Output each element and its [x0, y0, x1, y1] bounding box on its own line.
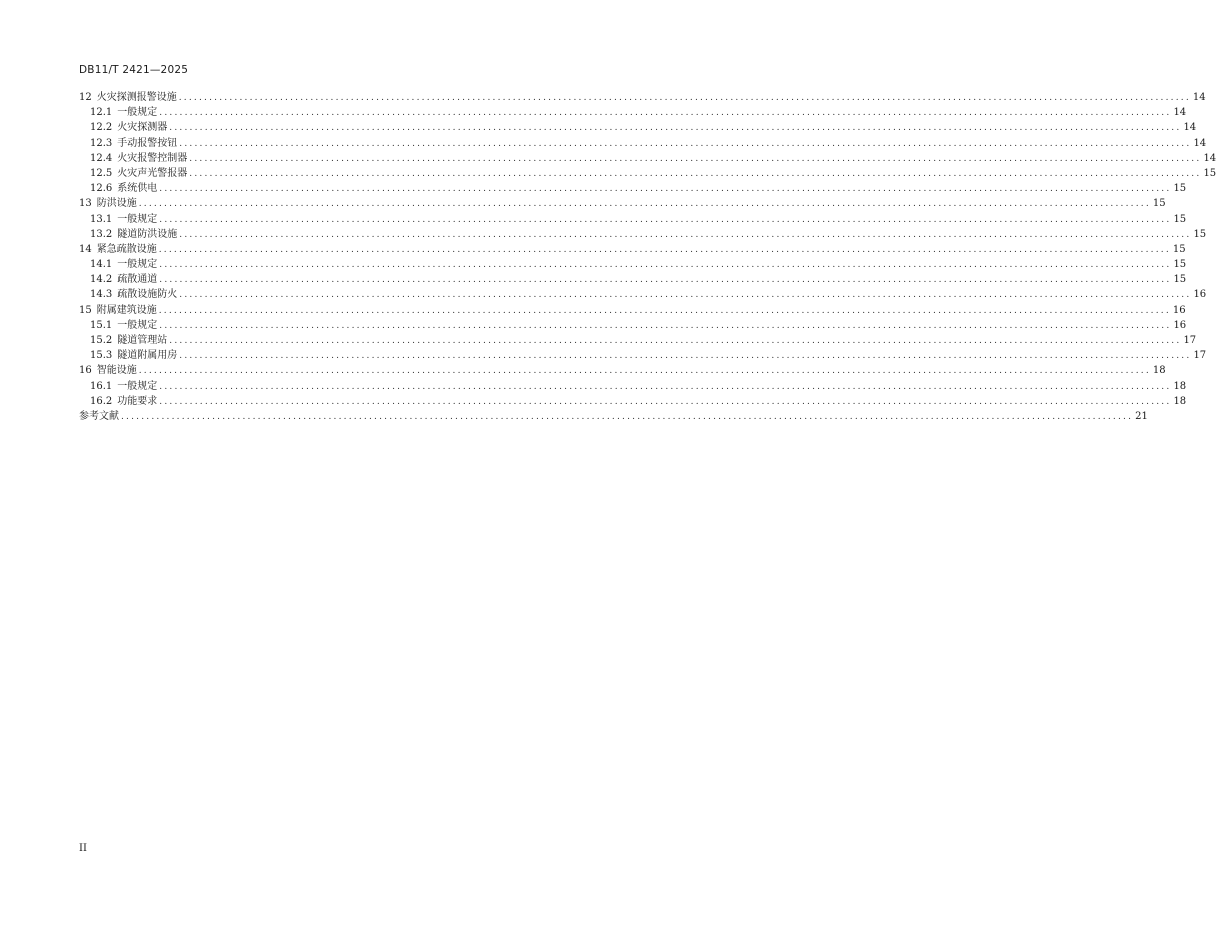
toc-entry-title: 防洪设施 — [96, 198, 137, 210]
toc-entry-page: 16 — [1193, 289, 1207, 301]
page-number: II — [79, 843, 87, 854]
toc-entry[interactable] — [79, 272, 1187, 287]
toc-dot-leader: ........................................................................................................................................................................................................ — [159, 396, 1172, 407]
toc-entry-title: 一般规定 — [117, 213, 158, 225]
toc-dot-leader: ........................................................................................................................................................................................................ — [138, 366, 1151, 377]
toc-entry-page: 17 — [1183, 335, 1197, 346]
toc-entry-page: 14 — [1193, 137, 1207, 149]
toc-entry-title: 手动报警按钮 — [117, 137, 178, 149]
toc-entry[interactable] — [79, 363, 1166, 378]
toc-dot-leader: ........................................................................................................................................................................................................ — [158, 244, 1171, 255]
toc-entry-number: 12.6 — [90, 183, 113, 195]
toc-entry-title: 火灾探测报警设施 — [96, 92, 177, 103]
toc-entry-number: 12.1 — [90, 107, 113, 119]
table-of-contents — [79, 90, 1216, 424]
toc-entry-page: 15 — [1203, 167, 1216, 179]
toc-entry[interactable] — [79, 151, 1216, 166]
toc-dot-leader: ........................................................................................................................................................................................................ — [159, 214, 1172, 225]
toc-entry[interactable] — [79, 212, 1187, 227]
toc-entry-title: 智能设施 — [96, 365, 137, 377]
toc-dot-leader: ........................................................................................................................................................................................................ — [159, 320, 1172, 331]
toc-entry-page: 15 — [1173, 213, 1187, 225]
toc-entry-page: 14 — [1192, 92, 1206, 103]
toc-dot-leader: ........................................................................................................................................................................................................ — [179, 351, 1192, 362]
toc-entry-title: 火灾声光警报器 — [117, 167, 188, 179]
toc-entry[interactable] — [79, 257, 1187, 272]
toc-entry[interactable] — [79, 181, 1187, 196]
toc-entry-page: 17 — [1193, 350, 1207, 362]
toc-entry-page: 15 — [1193, 228, 1207, 240]
toc-entry-page: 15 — [1173, 183, 1187, 195]
toc-entry-title: 疏散通道 — [117, 274, 158, 286]
toc-entry[interactable] — [79, 379, 1187, 394]
toc-entry-page: 16 — [1172, 304, 1186, 316]
toc-entry-page: 14 — [1183, 122, 1197, 134]
toc-dot-leader: ........................................................................................................................................................................................................ — [159, 381, 1172, 392]
toc-entry[interactable] — [79, 227, 1207, 242]
toc-entry[interactable] — [79, 348, 1207, 363]
toc-entry-page: 15 — [1152, 198, 1166, 210]
toc-dot-leader: ........................................................................................................................................................................................................ — [138, 199, 1151, 210]
toc-entry-title: 系统供电 — [117, 183, 158, 195]
toc-entry[interactable] — [79, 333, 1197, 348]
toc-entry-title: 一般规定 — [117, 319, 158, 331]
toc-entry-number: 12.3 — [90, 137, 113, 149]
toc-entry-number: 12.5 — [90, 167, 113, 179]
toc-dot-leader: ........................................................................................................................................................................................................ — [179, 290, 1192, 301]
toc-entry-page: 14 — [1173, 107, 1187, 119]
toc-entry[interactable] — [79, 196, 1166, 211]
toc-entry-title: 隧道附属用房 — [117, 350, 178, 362]
toc-entry-title: 隧道防洪设施 — [117, 228, 178, 240]
toc-entry[interactable] — [79, 303, 1186, 318]
toc-entry-page: 18 — [1152, 365, 1166, 377]
toc-entry-number: 12.4 — [90, 152, 113, 164]
toc-entry[interactable] — [79, 90, 1206, 105]
toc-entry-page: 15 — [1173, 259, 1187, 271]
toc-entry-number: 14.1 — [90, 259, 113, 271]
toc-dot-leader: ........................................................................................................................................................................................................ — [158, 305, 1171, 316]
toc-dot-leader: ........................................................................................................................................................................................................ — [159, 275, 1172, 286]
toc-entry[interactable] — [79, 318, 1187, 333]
toc-entry-title: 一般规定 — [117, 259, 158, 271]
toc-dot-leader: ........................................................................................................................................................................................................ — [189, 168, 1202, 179]
toc-entry-title: 疏散设施防火 — [117, 289, 178, 301]
toc-entry-number: 13.2 — [90, 228, 113, 240]
toc-entry-title: 紧急疏散设施 — [96, 243, 157, 255]
toc-entry-title: 附属建筑设施 — [96, 304, 157, 316]
toc-entry-page: 15 — [1173, 274, 1187, 286]
toc-entry-page: 18 — [1173, 380, 1187, 392]
toc-entry-title: 一般规定 — [117, 107, 158, 119]
toc-dot-leader: ........................................................................................................................................................................................................ — [189, 153, 1202, 164]
toc-entry-page: 18 — [1173, 395, 1187, 407]
toc-entry[interactable] — [79, 105, 1187, 120]
toc-entry-title: 参考文献 — [79, 410, 119, 422]
toc-entry-page: 15 — [1172, 243, 1186, 255]
toc-entry-number: 16.2 — [90, 395, 113, 407]
toc-entry-title: 火灾探测器 — [117, 122, 168, 134]
toc-entry-number: 15.2 — [90, 335, 113, 346]
toc-entry-number: 15.1 — [90, 319, 113, 331]
toc-entry[interactable] — [79, 394, 1187, 409]
toc-dot-leader: ........................................................................................................................................................................................................ — [169, 336, 1182, 346]
toc-entry-number: 15 — [79, 304, 92, 316]
toc-entry-title: 隧道管理站 — [117, 335, 168, 346]
toc-dot-leader: ........................................................................................................................................................................................................ — [121, 411, 1134, 422]
toc-dot-leader: ........................................................................................................................................................................................................ — [178, 93, 1191, 103]
toc-entry-number: 14.3 — [90, 289, 113, 301]
toc-entry[interactable] — [79, 242, 1186, 257]
toc-entry[interactable] — [79, 120, 1197, 135]
toc-dot-leader: ........................................................................................................................................................................................................ — [159, 108, 1172, 119]
toc-dot-leader: ........................................................................................................................................................................................................ — [179, 138, 1192, 149]
toc-entry-page: 16 — [1173, 319, 1187, 331]
toc-entry-number: 12.2 — [90, 122, 113, 134]
toc-entry-number: 14.2 — [90, 274, 113, 286]
toc-entry-page: 14 — [1203, 152, 1216, 164]
toc-entry-number: 16.1 — [90, 380, 113, 392]
toc-entry[interactable] — [79, 166, 1216, 181]
toc-entry-title: 一般规定 — [117, 380, 158, 392]
toc-entry-number: 16 — [79, 365, 92, 377]
toc-entry-number: 14 — [79, 243, 92, 255]
toc-entry-title: 火灾报警控制器 — [117, 152, 188, 164]
toc-entry-number: 13.1 — [90, 213, 113, 225]
document-code: DB11/T 2421—2025 — [79, 64, 189, 76]
toc-entry-number: 13 — [79, 198, 92, 210]
toc-entry-page: 21 — [1135, 410, 1148, 422]
toc-dot-leader: ........................................................................................................................................................................................................ — [179, 229, 1192, 240]
toc-dot-leader: ........................................................................................................................................................................................................ — [159, 260, 1172, 271]
toc-entry-number: 12 — [79, 92, 92, 103]
toc-dot-leader: ........................................................................................................................................................................................................ — [169, 123, 1182, 134]
toc-entry[interactable] — [79, 409, 1148, 424]
toc-entry[interactable] — [79, 287, 1207, 302]
toc-entry[interactable] — [79, 136, 1207, 151]
toc-dot-leader: ........................................................................................................................................................................................................ — [159, 184, 1172, 195]
toc-entry-number: 15.3 — [90, 350, 113, 362]
toc-entry-title: 功能要求 — [117, 395, 158, 407]
